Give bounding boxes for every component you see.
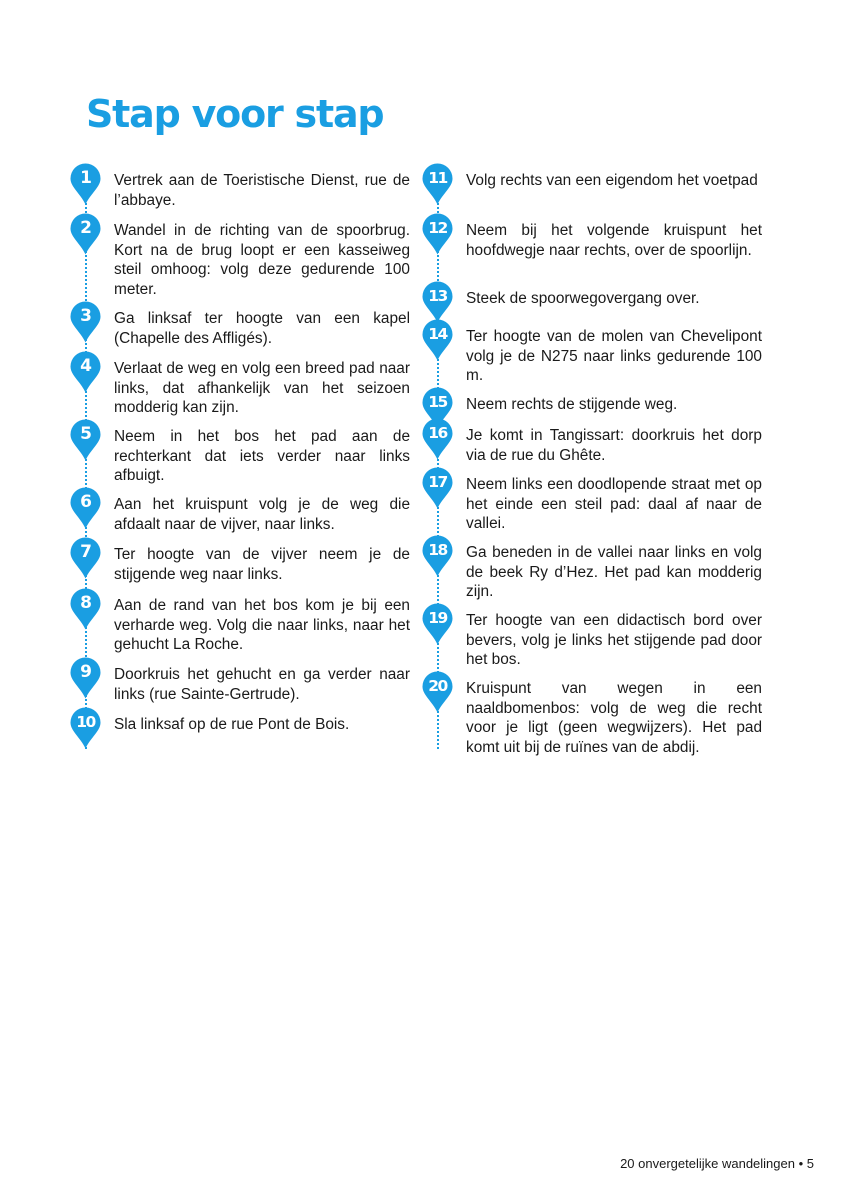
step-text: Neem rechts de stijgende weg. [466, 396, 678, 413]
map-marker-icon [422, 467, 453, 509]
map-marker-icon [422, 535, 453, 577]
step-text: Ter hoogte van de molen van Chevelipont volg je de N275 naar links gedurende 100 m. [466, 328, 762, 384]
step-text: Aan het kruispunt volg je de weg die afdaalt naar de vijver, naar links. [114, 496, 410, 533]
step-number: 13 [428, 287, 447, 305]
step-number: 12 [428, 219, 447, 237]
step-number: 19 [428, 609, 447, 627]
map-marker-icon [422, 163, 453, 205]
step-text: Neem in het bos het pad aan de rechterkant dat iets verder naar links afbuigt. [114, 428, 410, 484]
step-number: 9 [80, 662, 91, 682]
map-marker-icon [70, 537, 101, 579]
map-marker-icon [70, 419, 101, 461]
map-marker-icon [70, 301, 101, 343]
step-number: 8 [80, 593, 91, 613]
step-text: Verlaat de weg en volg een breed pad naar links, dat afhankelijk van het seizoen modderig kan zijn. [114, 360, 410, 416]
step-text: Aan de rand van het bos kom je bij een verharde weg. Volg die naar links, naar het gehucht La Roche. [114, 597, 410, 653]
step-number: 20 [428, 677, 447, 695]
map-marker-icon [70, 657, 101, 699]
step-number: 1 [80, 168, 91, 188]
step-text: Ter hoogte van de vijver neem je de stijgende weg naar links. [114, 546, 410, 583]
map-marker-icon [422, 213, 453, 255]
step-text: Je komt in Tangissart: doorkruis het dorp via de rue du Ghête. [466, 427, 762, 464]
step-number: 14 [428, 325, 447, 343]
step-text: Volg rechts van een eigendom het voetpad [466, 172, 758, 189]
step-text: Neem links een doodlopende straat met op het einde een steil pad: daal af naar de vallei. [466, 476, 762, 532]
map-marker-icon [422, 281, 453, 323]
page-footer: 20 onvergetelijke wandelingen • 5 [620, 1156, 814, 1171]
step-text: Doorkruis het gehucht en ga verder naar links (rue Sainte-Gertrude). [114, 666, 410, 703]
map-marker-icon [70, 163, 101, 205]
step-number: 2 [80, 218, 91, 238]
step-number: 11 [428, 169, 447, 187]
step-number: 16 [428, 424, 447, 442]
step-number: 5 [80, 424, 91, 444]
step-text: Vertrek aan de Toeristische Dienst, rue de l’abbaye. [114, 172, 410, 209]
map-marker-icon [70, 351, 101, 393]
step-text: Ga beneden in de vallei naar links en volg de beek Ry d’Hez. Het pad kan modderig zijn. [466, 544, 762, 600]
map-marker-icon [422, 671, 453, 713]
page-title: Stap voor stap [86, 92, 384, 136]
map-marker-icon [422, 418, 453, 460]
step-text: Ter hoogte van een didactisch bord over bevers, volg je links het stijgende pad door het bos. [466, 612, 762, 668]
map-marker-icon [70, 707, 101, 749]
step-text: Ga linksaf ter hoogte van een kapel (Chapelle des Affligés). [114, 310, 410, 347]
step-number: 15 [428, 393, 447, 411]
step-number: 6 [80, 492, 91, 512]
step-text: Neem bij het volgende kruispunt het hoofdwegje naar rechts, over de spoorlijn. [466, 222, 762, 259]
map-marker-icon [70, 588, 101, 630]
step-number: 18 [428, 541, 447, 559]
step-number: 4 [80, 356, 91, 376]
map-marker-icon [422, 319, 453, 361]
step-text: Kruispunt van wegen in een naaldbomenbos: volg de weg die recht voor je ligt (geen wegwijzers). Het pad komt uit bij de ruïnes van de abdij. [466, 680, 762, 756]
map-marker-icon [422, 603, 453, 645]
step-number: 17 [428, 473, 447, 491]
step-number: 10 [76, 713, 95, 731]
map-marker-icon [70, 213, 101, 255]
step-text: Steek de spoorwegovergang over. [466, 290, 700, 307]
map-marker-icon [70, 487, 101, 529]
step-text: Sla linksaf op de rue Pont de Bois. [114, 716, 350, 733]
step-number: 7 [80, 542, 91, 562]
step-number: 3 [80, 306, 91, 326]
step-text: Wandel in de richting van de spoorbrug. Kort na de brug loopt er een kasseiweg steil omhoog: volg deze gedurende 100 meter. [114, 222, 410, 298]
route-dotted-line [437, 183, 439, 749]
